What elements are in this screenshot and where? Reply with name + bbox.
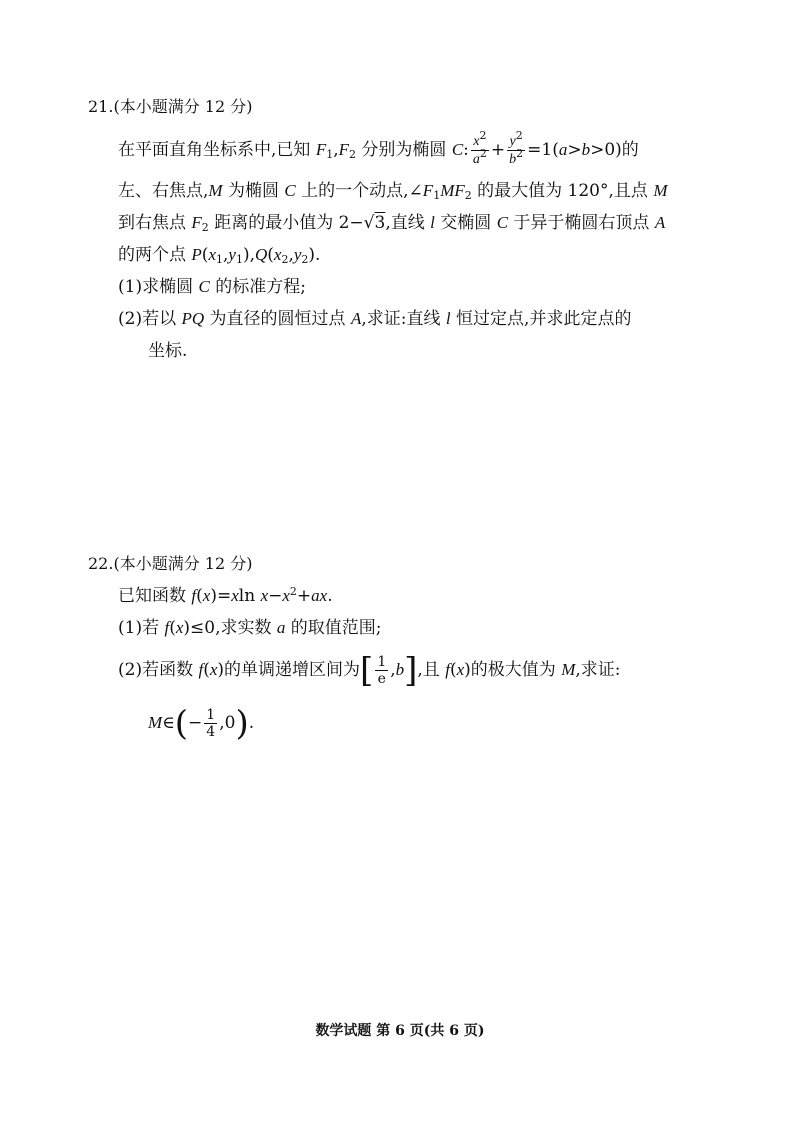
q22-part-2-line-2: M∈(− $\frac{1}{4}$ ,0). bbox=[148, 703, 255, 744]
q21-line-3: 到右焦点 $F_2$ 距离的最小值为 2−√3,直线 l 交椭圆 C 于异于椭圆右顶点 A bbox=[118, 213, 666, 234]
q21-line-2: 左、右焦点,M 为椭圆 C 上的一个动点$,\angle F_1MF_2$ 的最大值为 120°,且点 M bbox=[118, 181, 668, 202]
q22-part-1: (1)若 f(x)≤0,求实数 a 的取值范围; bbox=[118, 618, 382, 638]
q22-intro: 已知函数 f(x)=xln $x-x^2+ax$. bbox=[118, 585, 333, 606]
q22-header: 22.(本小题满分 12 分) bbox=[88, 554, 253, 573]
q21-part-1: (1)求椭圆 C 的标准方程; bbox=[118, 277, 306, 297]
q22-part-2-line-1: (2)若函数 f(x)的单调递增区间为[ $\frac{1}{e}$ ,b],且 f(x)的极大值为 M,求证: bbox=[118, 650, 621, 691]
q21-header: 21.(本小题满分 12 分) bbox=[88, 97, 253, 116]
q21-part-2-line-1: (2)若以 PQ 为直径的圆恒过点 A,求证:直线 l 恒过定点,并求此定点的 bbox=[118, 309, 632, 329]
q21-part-2-line-2: 坐标. bbox=[148, 341, 188, 361]
q21-line-1: 在平面直角坐标系中,已知 $F_1,F_2$ 分别为椭圆 C: $\frac{x^2}{a^2}$ + $\frac{y^2}{b^2}$ =1(a>b>0)的 bbox=[118, 129, 639, 167]
page-footer: 数学试题 第 6 页(共 6 页) bbox=[315, 1023, 485, 1039]
q21-line-4: 的两个点 $P(x_1,y_1),Q(x_2,y_2)$. bbox=[118, 245, 321, 266]
